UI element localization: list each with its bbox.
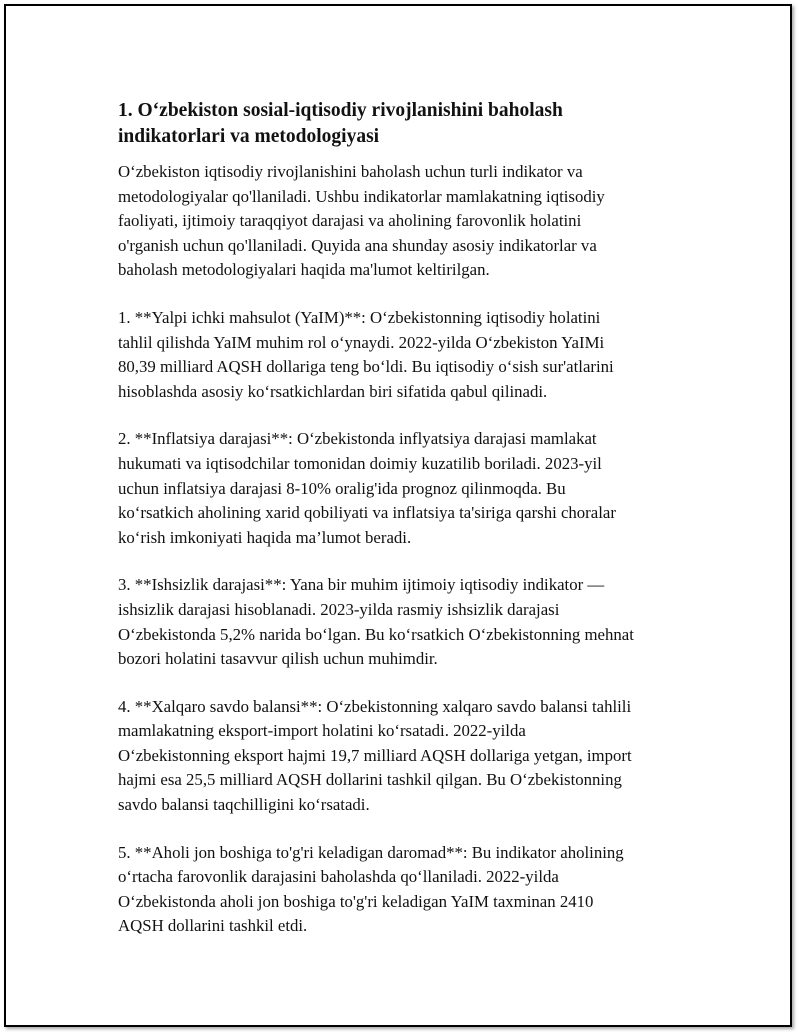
text-line: baholash metodologiyalari haqida ma'lumot keltirilgan. [118,260,490,280]
text-line: o'rganish uchun qo'llaniladi. Quyida ana shunday asosiy indikatorlar va [118,235,597,255]
text-line: hukumati va iqtisodchilar tomonidan doimiy kuzatilib boriladi. 2023-yil [118,453,602,473]
text-line: 4. **Xalqaro savdo balansi**: O‘zbekistonning xalqaro savdo balansi tahlili [118,696,632,716]
text-line: tahlil qilishda YaIM muhim rol o‘ynaydi. 2022-yilda O‘zbekiston YaIMi [118,332,605,352]
text-line: ko‘rish imkoniyati haqida ma’lumot beradi. [118,527,412,547]
text-line: 80,39 milliard AQSH dollariga teng bo‘ldi. Bu iqtisodiy o‘sish sur'atlarini [118,357,614,377]
text-line: ko‘rsatkich aholining xarid qobiliyati va inflatsiya ta'siriga qarshi choralar [118,503,616,523]
text-line: O‘zbekiston iqtisodiy rivojlanishini baholash uchun turli indikator va [118,162,583,181]
indicator-unemployment-paragraph [118,573,688,671]
heading-line: 1. O‘zbekiston sosial-iqtisodiy rivojlanishini baholash [118,100,563,121]
document-content [118,98,688,962]
indicator-income-per-capita-paragraph [118,841,688,939]
text-line: metodologiyalar qo'llaniladi. Ushbu indikatorlar mamlakatning iqtisodiy [118,186,605,206]
text-line: o‘rtacha farovonlik darajasini baholashda qo‘llaniladi. 2022-yilda [118,867,559,887]
indicator-gdp-paragraph [118,306,688,404]
text-line: O‘zbekistonning eksport hajmi 19,7 milliard AQSH dollariga yetgan, import [118,745,632,765]
text-line: bozori holatini tasavvur qilish uchun muhimdir. [118,649,438,669]
text-line: AQSH dollarini tashkil etdi. [118,916,308,936]
text-line: O‘zbekistonda 5,2% narida bo‘lgan. Bu ko‘rsatkich O‘zbekistonning mehnat [118,624,634,644]
document-page [4,4,792,1027]
text-line: 1. **Yalpi ichki mahsulot (YaIM)**: O‘zbekistonning iqtisodiy holatini [118,307,601,327]
text-line: savdo balansi taqchilligini ko‘rsatadi. [118,795,370,815]
text-line: mamlakatning eksport-import holatini ko‘rsatadi. 2022-yilda [118,721,526,741]
text-line: O‘zbekistonda aholi jon boshiga to'g'ri keladigan YaIM taxminan 2410 [118,891,594,911]
section-heading [118,98,688,150]
indicator-trade-balance-paragraph [118,695,688,818]
text-line: 5. **Aholi jon boshiga to'g'ri keladigan daromad**: Bu indikator aholining [118,842,624,862]
text-line: uchun inflatsiya darajasi 8-10% oralig'ida prognoz qilinmoqda. Bu [118,478,566,498]
text-line: hajmi esa 25,5 milliard AQSH dollarini tashkil qilgan. Bu O‘zbekistonning [118,770,622,790]
indicator-inflation-paragraph [118,427,688,550]
heading-line: indikatorlari va metodologiyasi [118,126,380,147]
text-line: hisoblashda asosiy ko‘rsatkichlardan biri sifatida qabul qilinadi. [118,381,548,401]
text-line: 2. **Inflatsiya darajasi**: O‘zbekistonda inflyatsiya darajasi mamlakat [118,429,597,449]
text-line: ishsizlik darajasi hisoblanadi. 2023-yilda rasmiy ishsizlik darajasi [118,599,560,619]
text-line: 3. **Ishsizlik darajasi**: Yana bir muhim ijtimoiy iqtisodiy indikator — [118,575,605,595]
text-line: faoliyati, ijtimoiy taraqqiyot darajasi va aholining farovonlik holatini [118,211,582,231]
intro-paragraph [118,160,688,283]
